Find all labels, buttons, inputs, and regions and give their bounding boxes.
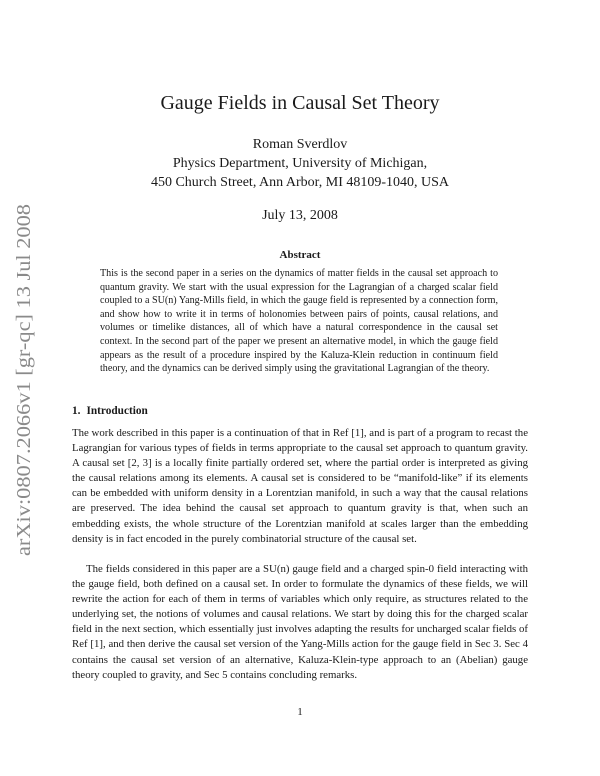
author-block [70,135,530,192]
intro-paragraph-1: The work described in this paper is a continuation of that in Ref [1], and is part of a program to recast the Lagrangian for various types of fields in terms appropriate to the causal set approach to quantum gravity. A causal set [2, 3] is a locally finite partially ordered set, where the partial order is interpreted as giving the causal relations among its elements. A causal set is considered to be “manifold-like” if its elements can be embedded with uniform density in a Lorentzian manifold, in such a way that the causal relations are preserved. The idea behind the causal set approach to quantum gravity is that, when such an embedding exists, the whole structure of the Lorentzian manifold at scales larger than the embedding density is in fact encoded in the purely combinatorial structure of the causal set. [72,427,528,545]
arxiv-identifier-text: arXiv:0807.2066v1 [gr-qc] 13 Jul 2008 [14,249,35,556]
intro-paragraph-2: The fields considered in this paper are a SU(n) gauge field and a charged spin-0 field interacting with the gauge field, both defined on a causal set. In order to formulate the dynamics of these fields, we will rewrite the action for each of them in terms of variables which only require, as structures related to the underlying set, the notions of volumes and causal relations. We start by doing this for the charged scalar field in the next section, which essentially just involves adapting the results for uncharged scalar fields of Ref [1], and then derive the causal set version of the Yang-Mills action for the gauge field in Sec 3. Sec 4 contains the causal set version of an alternative, Kaluza-Klein-type approach to an (Abelian) gauge theory coupled to gravity, and Sec 5 contains concluding remarks. [72,563,528,681]
author-affiliation: Physics Department, University of Michigan, [172,156,428,171]
section-heading-introduction [72,405,148,417]
author-address: 450 Church Street, Ann Arbor, MI 48109-1040, USA [150,175,450,190]
paper-date: July 13, 2008 [262,208,338,223]
section-title: Introduction [86,405,148,417]
paper-title: Gauge Fields in Causal Set Theory [160,92,440,114]
abstract-text: This is the second paper in a series on the dynamics of matter fields in the causal set approach to quantum gravity. We start with the usual expression for the Lagrangian of a charged scalar field coupled to a SU(n) Yang-Mills field, in which the gauge field is represented by a connection form, and show how to write it in terms of holonomies between pairs of points, causal relations, and volumes or timelike distances, all of which have a natural correspondence in the causal set context. In the second part of the paper we present an alternative model, in which the gauge field appears as the result of a procedure inspired by the Kaluza-Klein reduction in continuum field theory, and the dynamics can be derived simply using the gravitational Lagrangian of the theory. [100,268,498,375]
arxiv-identifier-stamp [2,200,42,560]
author-name: Roman Sverdlov [252,137,348,152]
abstract-heading: Abstract [279,249,321,261]
page-number: 1 [297,706,303,718]
section-number: 1. [72,405,81,417]
